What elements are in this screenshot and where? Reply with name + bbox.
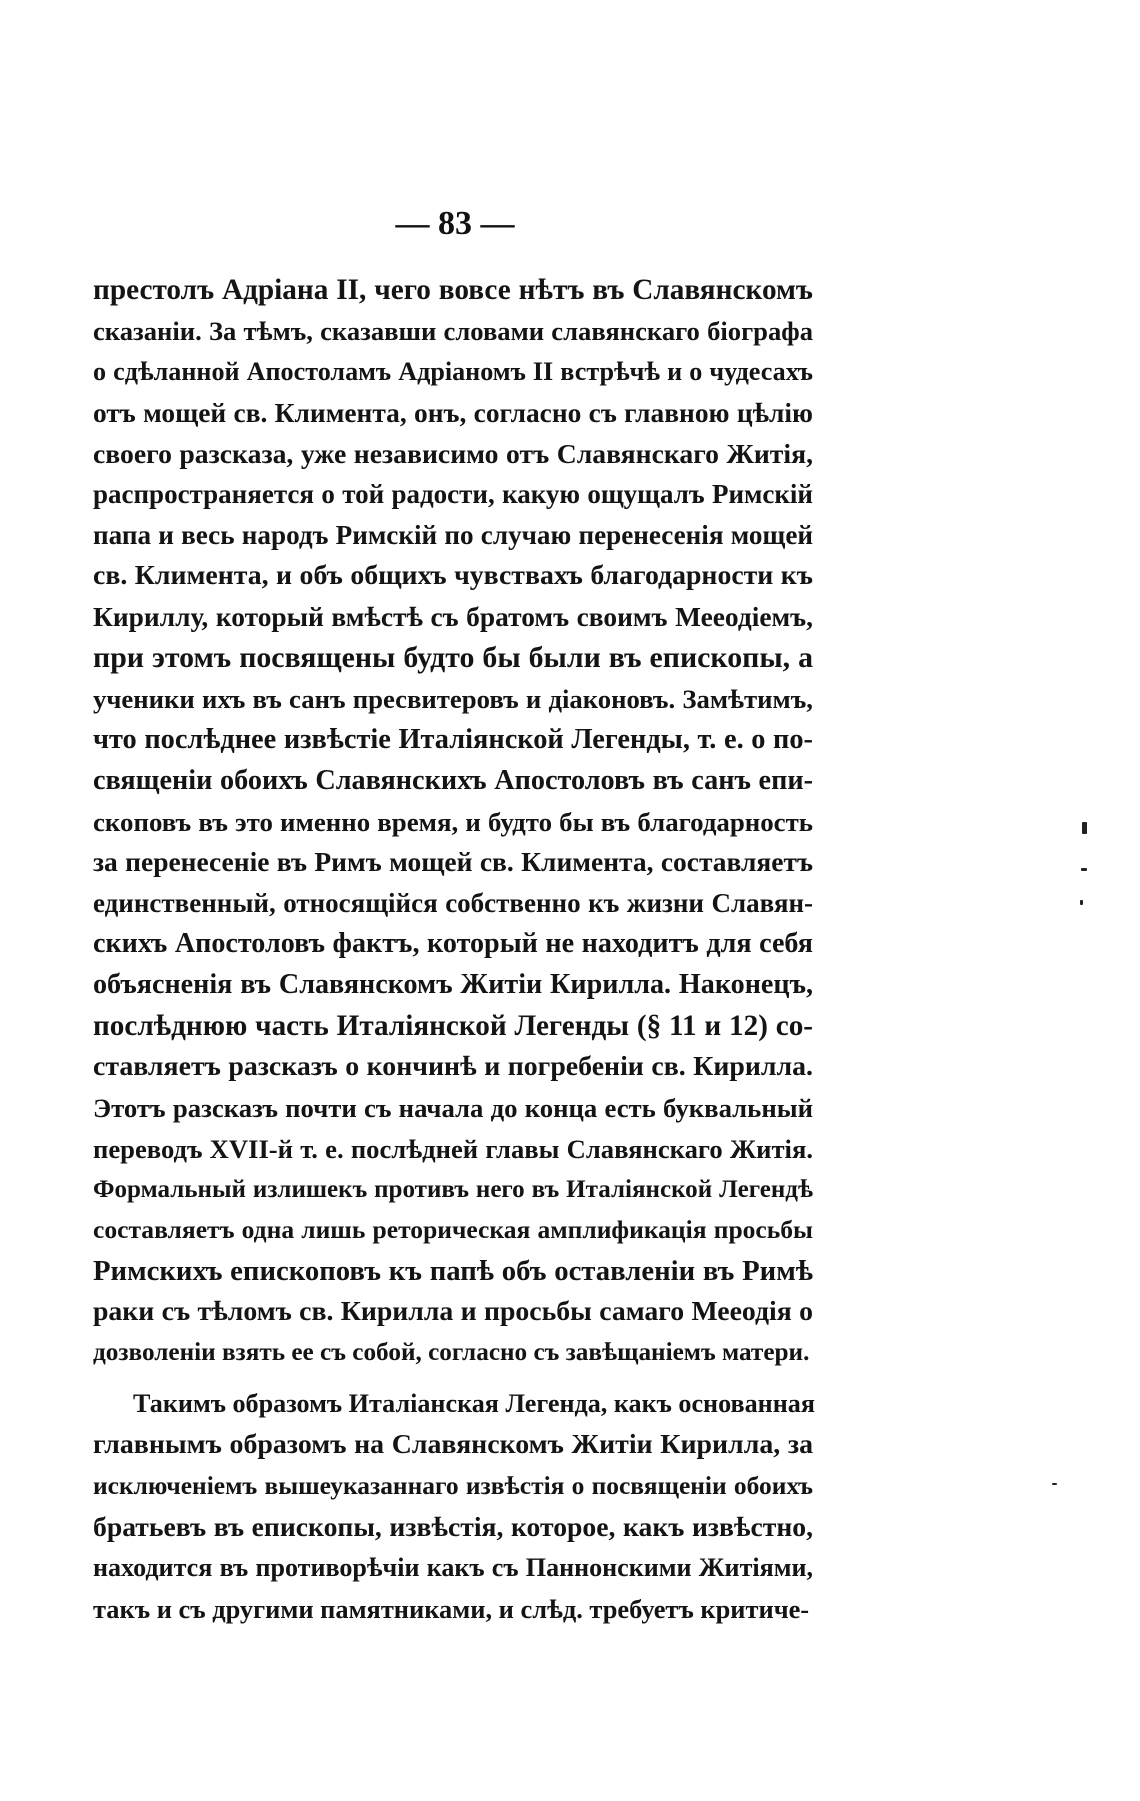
- text-line: такъ и съ другими памятниками, и слѣд. требуетъ критиче-: [93, 1593, 810, 1624]
- text-line: св. Климента, и объ общихъ чувствахъ благодарности къ: [93, 560, 813, 592]
- text-line: ставляетъ разсказъ о кончинѣ и погребеніи св. Кирилла.: [93, 1050, 813, 1082]
- text-line: сказаніи. За тѣмъ, сказавши словами славянскаго біографа: [93, 315, 813, 346]
- text-line: скихъ Апостоловъ фактъ, который не находитъ для себя: [93, 928, 813, 960]
- text-line: единственный, относящійся собственно къ жизни Славян-: [93, 888, 813, 919]
- scan-speck: [1081, 868, 1087, 871]
- text-line: престолъ Адріана II, чего вовсе нѣтъ въ Славянскомъ: [93, 274, 813, 306]
- text-line: при этомъ посвящены будто бы были въ епископы, а: [93, 641, 813, 675]
- text-line: братьевъ въ епископы, извѣстія, которое, какъ извѣстно,: [93, 1510, 813, 1542]
- text-line: скоповъ въ это именно время, и будто бы въ благодарность: [93, 806, 813, 837]
- scan-speck: [1080, 900, 1083, 905]
- scan-speck: [1082, 822, 1087, 834]
- text-line: составляетъ одна лишь реторическая амплификація просьбы: [93, 1215, 813, 1245]
- text-line: что послѣднее извѣстіе Италіянской Легенды, т. е. о по-: [93, 723, 813, 755]
- text-line: переводъ XVII-й т. е. послѣдней главы Славянскаго Житія.: [93, 1133, 813, 1164]
- text-line: ученики ихъ въ санъ пресвитеровъ и діаконовъ. Замѣтимъ,: [93, 683, 813, 714]
- text-line: Римскихъ епископовъ къ папѣ объ оставленіи въ Римѣ: [93, 1255, 813, 1288]
- page-number: — 83 —: [395, 205, 515, 242]
- text-line: Формальный излишекъ противъ него въ Италіянской Легендѣ: [93, 1175, 813, 1203]
- paragraph: [93, 1384, 813, 1629]
- paragraph: [93, 270, 813, 1374]
- body-text: [93, 270, 813, 1629]
- text-line: священіи обоихъ Славянскихъ Апостоловъ въ санъ епи-: [93, 764, 813, 796]
- text-line: объясненія въ Славянскомъ Житіи Кирилла. Наконецъ,: [93, 969, 813, 1001]
- text-line: папа и весь народъ Римскій по случаю перенесенія мощей: [93, 520, 813, 551]
- text-line: Кириллу, который вмѣстѣ съ братомъ своимъ Мееодіемъ,: [93, 602, 813, 633]
- text-line: о сдѣланной Апостоламъ Адріаномъ II встрѣчѣ и о чудесахъ: [93, 356, 813, 386]
- paragraph-gap: [93, 1374, 813, 1384]
- scan-speck: [1052, 1483, 1057, 1485]
- text-line: своего разсказа, уже независимо отъ Славянскаго Житія,: [93, 437, 813, 469]
- text-line: распространяется о той радости, какую ощущалъ Римскій: [93, 479, 813, 510]
- text-line: раки съ тѣломъ св. Кирилла и просьбы самаго Мееодія о: [93, 1296, 813, 1328]
- text-line: находится въ противорѣчіи какъ съ Паннонскими Житіями,: [93, 1552, 813, 1582]
- text-line: за перенесеніе въ Римъ мощей св. Климента, составляетъ: [93, 847, 813, 878]
- text-line: Такимъ образомъ Италіанская Легенда, какъ основанная: [133, 1389, 815, 1419]
- text-line: послѣднюю часть Италіянской Легенды (§ 11 и 12) со-: [93, 1010, 813, 1043]
- text-line: Этотъ разсказъ почти съ начала до конца есть буквальный: [93, 1092, 813, 1123]
- text-line: главнымъ образомъ на Славянскомъ Житіи Кирилла, за: [93, 1428, 813, 1460]
- text-line: дозволеніи взять ее съ собой, согласно съ завѣщаніемъ матери.: [93, 1339, 810, 1367]
- text-line: отъ мощей св. Климента, онъ, согласно съ главною цѣлію: [93, 397, 813, 428]
- text-line: исключеніемъ вышеуказаннаго извѣстія о посвященіи обоихъ: [93, 1470, 813, 1500]
